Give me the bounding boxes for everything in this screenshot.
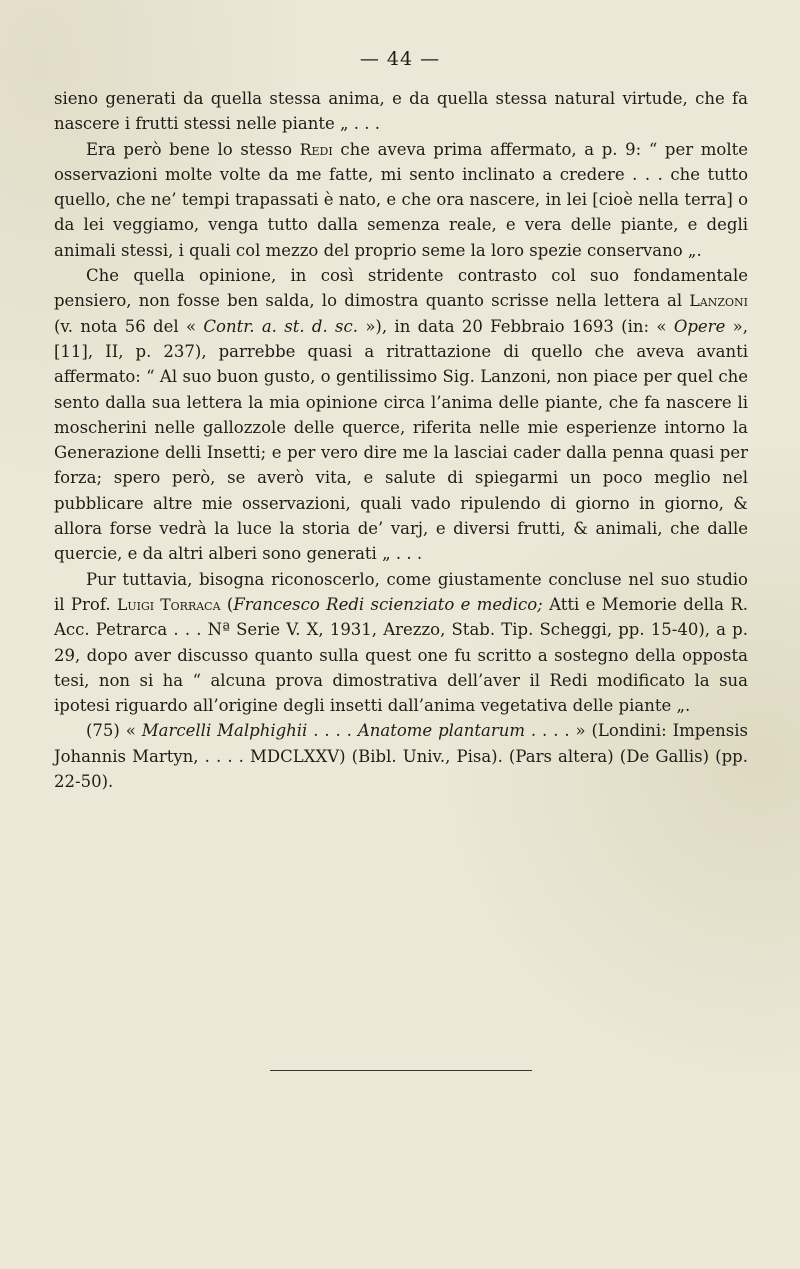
- paragraph-4: [54, 567, 748, 719]
- paragraph-2-text-a: Era però bene lo stesso: [86, 139, 300, 159]
- paragraph-3-text-c: »), in data 20 Febbraio 1693 (in: «: [358, 316, 674, 336]
- citation-title-redi: Francesco Redi scienziato e medico;: [233, 594, 543, 614]
- paragraph-3-text-b: (v. nota 56 del «: [54, 316, 204, 336]
- footnote-75-text-a: (75) «: [86, 721, 142, 741]
- footnote-75: [54, 718, 748, 794]
- footnote-75-text-c: . . . . » (Londini: Impensis Johannis Martyn, . . . . MDCLXXV) (Bibl. Univ., Pisa). (Pars altera) (De Gallis) (pp. 22-50).: [54, 721, 748, 792]
- body-text: [54, 86, 748, 794]
- citation-work-anatome: Anatome plantarum: [357, 721, 526, 741]
- paragraph-4-text-c: Atti e Memorie della R. Acc. Petrarca . . . Nª Serie V. X, 1931, Arezzo, Stab. Tip. Scheggi, pp. 15-40), a p. 29, dopo aver discusso quanto sulla quest one fu scritto a sostegno della opposta tesi, non si ha “ alcuna prova dimostrativa dell’aver il Redi modificato la sua ipotesi riguardo all’origine degli insetti dall’anima vegetativa delle piante „.: [54, 594, 749, 716]
- author-lanzoni: Lanzoni: [689, 291, 748, 311]
- citation-opere: Opere: [673, 316, 726, 336]
- citation-author-malpighi: Marcelli Malphighii: [141, 721, 308, 741]
- paragraph-2: [54, 137, 748, 263]
- citation-contr: Contr. a. st. d. sc.: [203, 316, 359, 336]
- paragraph-3-text-a: Che quella opinione, in così stridente contrasto col suo fondamentale pensiero, non fosse ben salda, lo dimostra quanto scrisse nella lettera al: [54, 266, 748, 311]
- paragraph-3-text-d: », [11], II, p. 237), parrebbe quasi a ritrattazione di quello che aveva avanti affermato: “ Al suo buon gusto, o gentilissimo Sig. Lanzoni, non piace per quel che sento dalla sua lettera la mia opinione circa l’anima delle piante, che fa nascere li moscherini nelle gallozzole delle querce, riferita nelle mie esperienze intorno la Generazione delli Insetti; e per vero dire me la lasciai cader dalla penna quasi per forza; spero però, se averò vita, e salute di spiegarmi un poco meglio nel pubblicare altre mie osservazioni, quali vado ripulendo di giorno in giorno, & allora forse vedrà la luce la storia de’ varj, e diversi frutti, & animali, che dalle quercie, e da altri alberi sono generati „ . . .: [54, 316, 749, 564]
- page-number: — 44 —: [359, 48, 441, 70]
- paragraph-4-text-b: (: [220, 594, 234, 614]
- paragraph-2-text-b: che aveva prima affermato, a p. 9: “ per molte osservazioni molte volte da me fatte, mi sento inclinato a credere . . . che tutto quello, che ne’ tempi trapassati è nato, e che ora nascere, in lei [cioè nella terra] o da lei veggiamo, venga tutto dalla semenza reale, e vera delle piante, e degli animali stessi, i quali col mezzo del proprio seme la loro spezie conservano „.: [54, 139, 748, 260]
- footer-rule: [270, 1070, 532, 1071]
- author-torraca: Luigi Torraca: [116, 594, 221, 614]
- paragraph-1: sieno generati da quella stessa anima, e da quella stessa natural virtude, che fa nascere i frutti stessi nelle piante „ . . .: [54, 89, 748, 134]
- paragraph-4-text-a: Pur tuttavia, bisogna riconoscerlo, come giustamente concluse nel suo studio il Prof.: [54, 569, 748, 614]
- paragraph-3: [54, 263, 748, 567]
- footnote-75-text-b: . . . .: [307, 721, 358, 741]
- author-redi: Redi: [299, 139, 333, 159]
